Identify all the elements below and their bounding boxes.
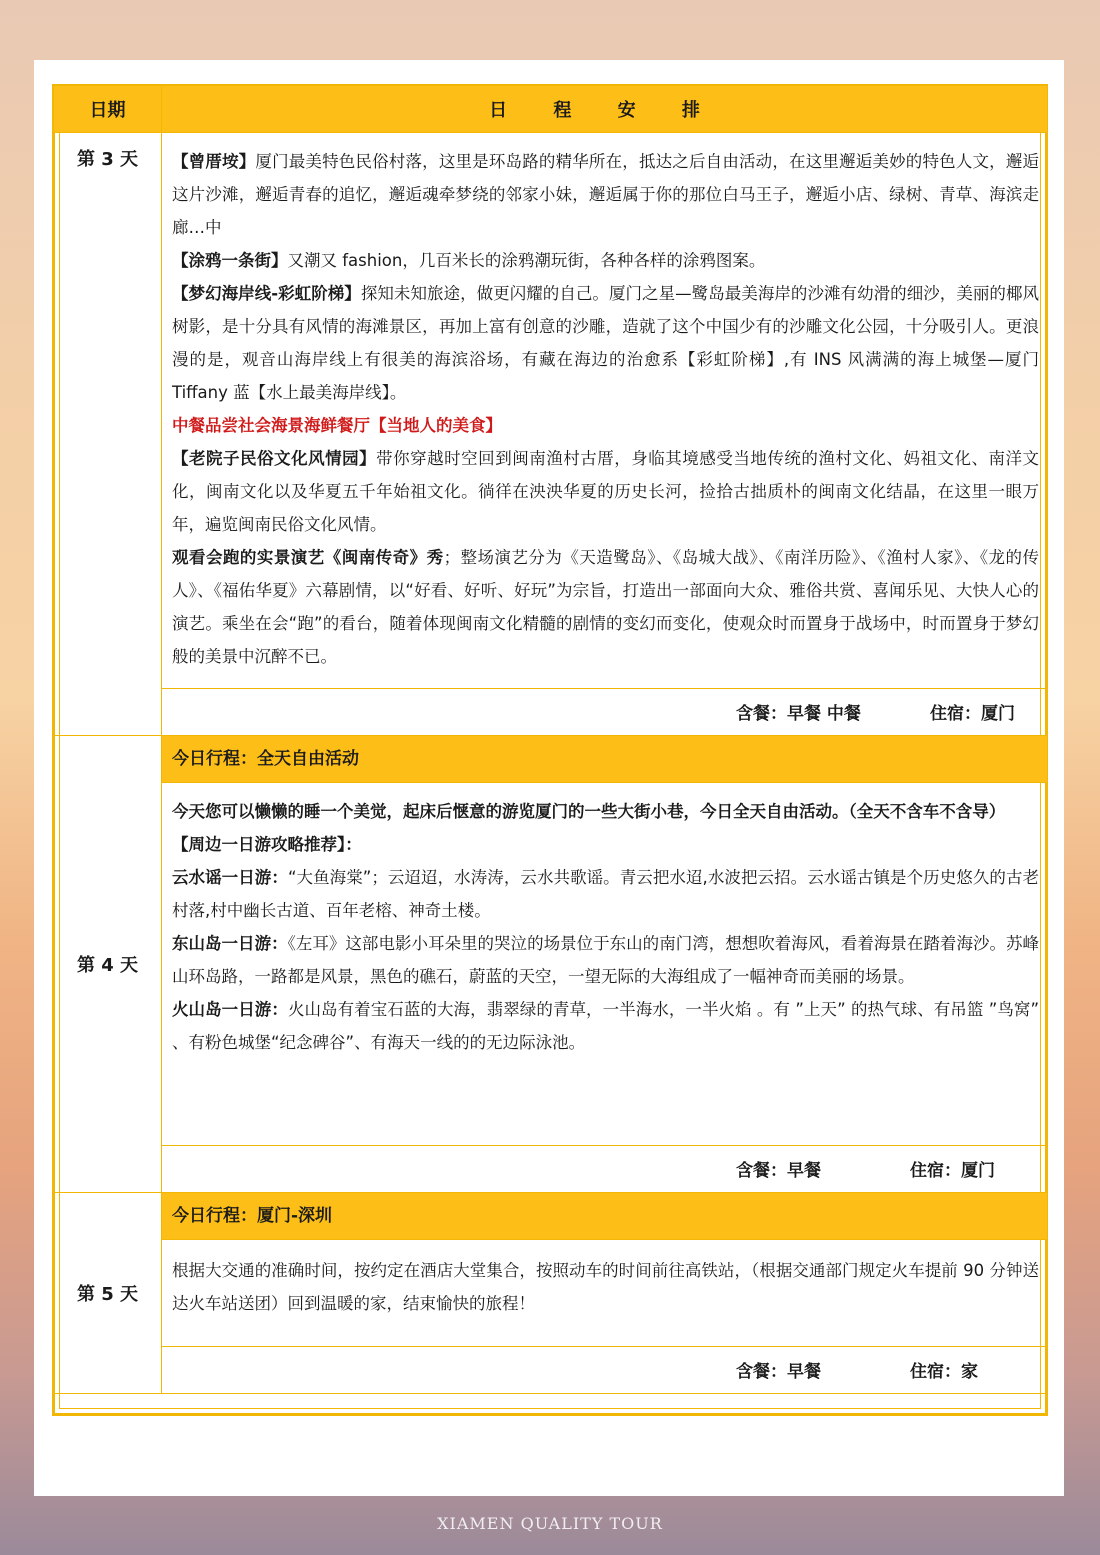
header-schedule: 日 程 安 排: [162, 86, 1048, 133]
day4-title: 今日行程：全天自由活动: [162, 736, 1047, 782]
day5-title-cell: [162, 1193, 1048, 1240]
day5-content-cell: [162, 1240, 1048, 1347]
day3-meals: 含餐：早餐 中餐: [736, 704, 861, 724]
day4-recommend: 【周边一日游攻略推荐】：: [172, 835, 362, 854]
day3-para-1: 【曾厝垵】厦门最美特色民俗村落，这里是环岛路的精华所在，抵达之后自由活动，在这里邂逅美妙的特色人文，邂逅这片沙滩，邂逅青春的追忆，邂逅魂牵梦绕的邻家小妹，邂逅属于你的那位白马王子，邂逅小店、绿树、青草、海滨走廊…中: [172, 152, 1040, 237]
day4-trip-3: 火山岛一日游：火山岛有着宝石蓝的大海，翡翠绿的青草，一半海水，一半火焰 。有 ”上天” 的热气球、有吊篮 ”鸟窝” 、有粉色城堡“纪念碑谷”、有海天一线的的无边际泳池。: [172, 1000, 1040, 1052]
day5-title: 今日行程：厦门-深圳: [162, 1193, 1047, 1239]
day3-para-4: 【老院子民俗文化风情园】带你穿越时空回到闽南渔村古厝，身临其境感受当地传统的渔村文化、妈祖文化、南洋文化，闽南文化以及华夏五千年始祖文化。徜徉在泱泱华夏的历史长河，捡拾古拙质朴的闽南文化结晶，在这里一眼万年，遍览闽南民俗文化风情。: [172, 449, 1040, 534]
day4-meals: 含餐：早餐: [736, 1161, 821, 1181]
day3-lunch-note: 中餐品尝社会海景海鲜餐厅【当地人的美食】: [172, 416, 502, 435]
day3-content-cell: [162, 133, 1048, 689]
day4-title-row: [54, 736, 1048, 783]
day3-para-3: 【梦幻海岸线-彩虹阶梯】探知未知旅途，做更闪耀的自己。厦门之星—鹭岛最美海岸的沙滩有幼滑的细沙，美丽的椰风树影，是十分具有风情的海滩景区，再加上富有创意的沙雕，造就了这个中国少有的沙雕文化公园，十分吸引人。更浪漫的是，观音山海岸线上有很美的海滨浴场，有藏在海边的治愈系【彩虹阶梯】,有 INS 风满满的海上城堡—厦门 Tiffany 蓝【水上最美海岸线】。: [172, 284, 1039, 402]
day4-trip-1: 云水谣一日游：“大鱼海棠”；云迢迢，水涛涛，云水共歌谣。青云把水迢,水波把云招。云水谣古镇是个历史悠久的古老村落,村中幽长古道、百年老榕、神奇土楼。: [172, 868, 1040, 920]
day5-meals: 含餐：早餐: [736, 1362, 821, 1382]
day4-content-row: [54, 783, 1048, 1146]
day5-meal-row: [54, 1347, 1048, 1394]
day4-meal-cell: [162, 1146, 1048, 1193]
day3-para-5: 观看会跑的实景演艺《闽南传奇》秀；整场演艺分为《天造鹭岛》、《岛城大战》、《南洋历险》、《渔村人家》、《龙的传人》、《福佑华夏》六幕剧情，以“好看、好听、好玩”为宗旨，打造出一部面向大众、雅俗共赏、喜闻乐见、大快人心的演艺。乘坐在会“跑”的看台，随着体现闽南文化精髓的剧情的变幻而变化，使观众时而置身于战场中，时而置身于梦幻般的美景中沉醉不已。: [172, 548, 1040, 666]
day5-content-row: [54, 1240, 1048, 1347]
day3-para-2: 【涂鸦一条街】又潮又 fashion，几百米长的涂鸦潮玩街，各种各样的涂鸦图案。: [172, 251, 766, 270]
day4-intro: 今天您可以懒懒的睡一个美觉，起床后惬意的游览厦门的一些大街小巷，今日全天自由活动。（全天不含车不含导）: [172, 802, 1006, 821]
day5-title-row: [54, 1193, 1048, 1240]
day4-stay: 住宿：厦门: [910, 1161, 995, 1181]
day3-label: 第 3 天: [76, 149, 139, 170]
day5-meal-cell: [162, 1347, 1048, 1394]
day4-label-cell: [54, 736, 162, 1193]
day4-label: 第 4 天: [76, 955, 139, 976]
day4-trip-2: 东山岛一日游：《左耳》这部电影小耳朵里的哭泣的场景位于东山的南门湾，想想吹着海风，看着海景在踏着海沙。苏峰山环岛路，一路都是风景，黑色的礁石，蔚蓝的天空，一望无际的大海组成了一幅神奇而美丽的场景。: [172, 934, 1040, 986]
footer-brand: XIAMEN QUALITY TOUR: [437, 1514, 663, 1533]
table-header-row: [54, 86, 1048, 133]
day3-row: [54, 133, 1048, 689]
day4-meal-row: [54, 1146, 1048, 1193]
day3-meal-cell: [162, 689, 1048, 736]
header-date: 日期: [54, 86, 162, 133]
day4-content-cell: [162, 783, 1048, 1146]
day3-stay: 住宿：厦门: [930, 704, 1015, 724]
day5-text: 根据大交通的准确时间，按约定在酒店大堂集合，按照动车的时间前往高铁站，（根据交通部门规定火车提前 90 分钟送达火车站送团）回到温暖的家，结束愉快的旅程！: [172, 1261, 1039, 1313]
day5-stay: 住宿：家: [910, 1362, 978, 1382]
day3-label-cell: [54, 133, 162, 736]
day5-label: 第 5 天: [76, 1284, 139, 1305]
day4-title-cell: [162, 736, 1048, 783]
schedule-table: [53, 85, 1048, 1394]
day3-meal-row: [54, 689, 1048, 736]
day5-label-cell: [54, 1193, 162, 1394]
